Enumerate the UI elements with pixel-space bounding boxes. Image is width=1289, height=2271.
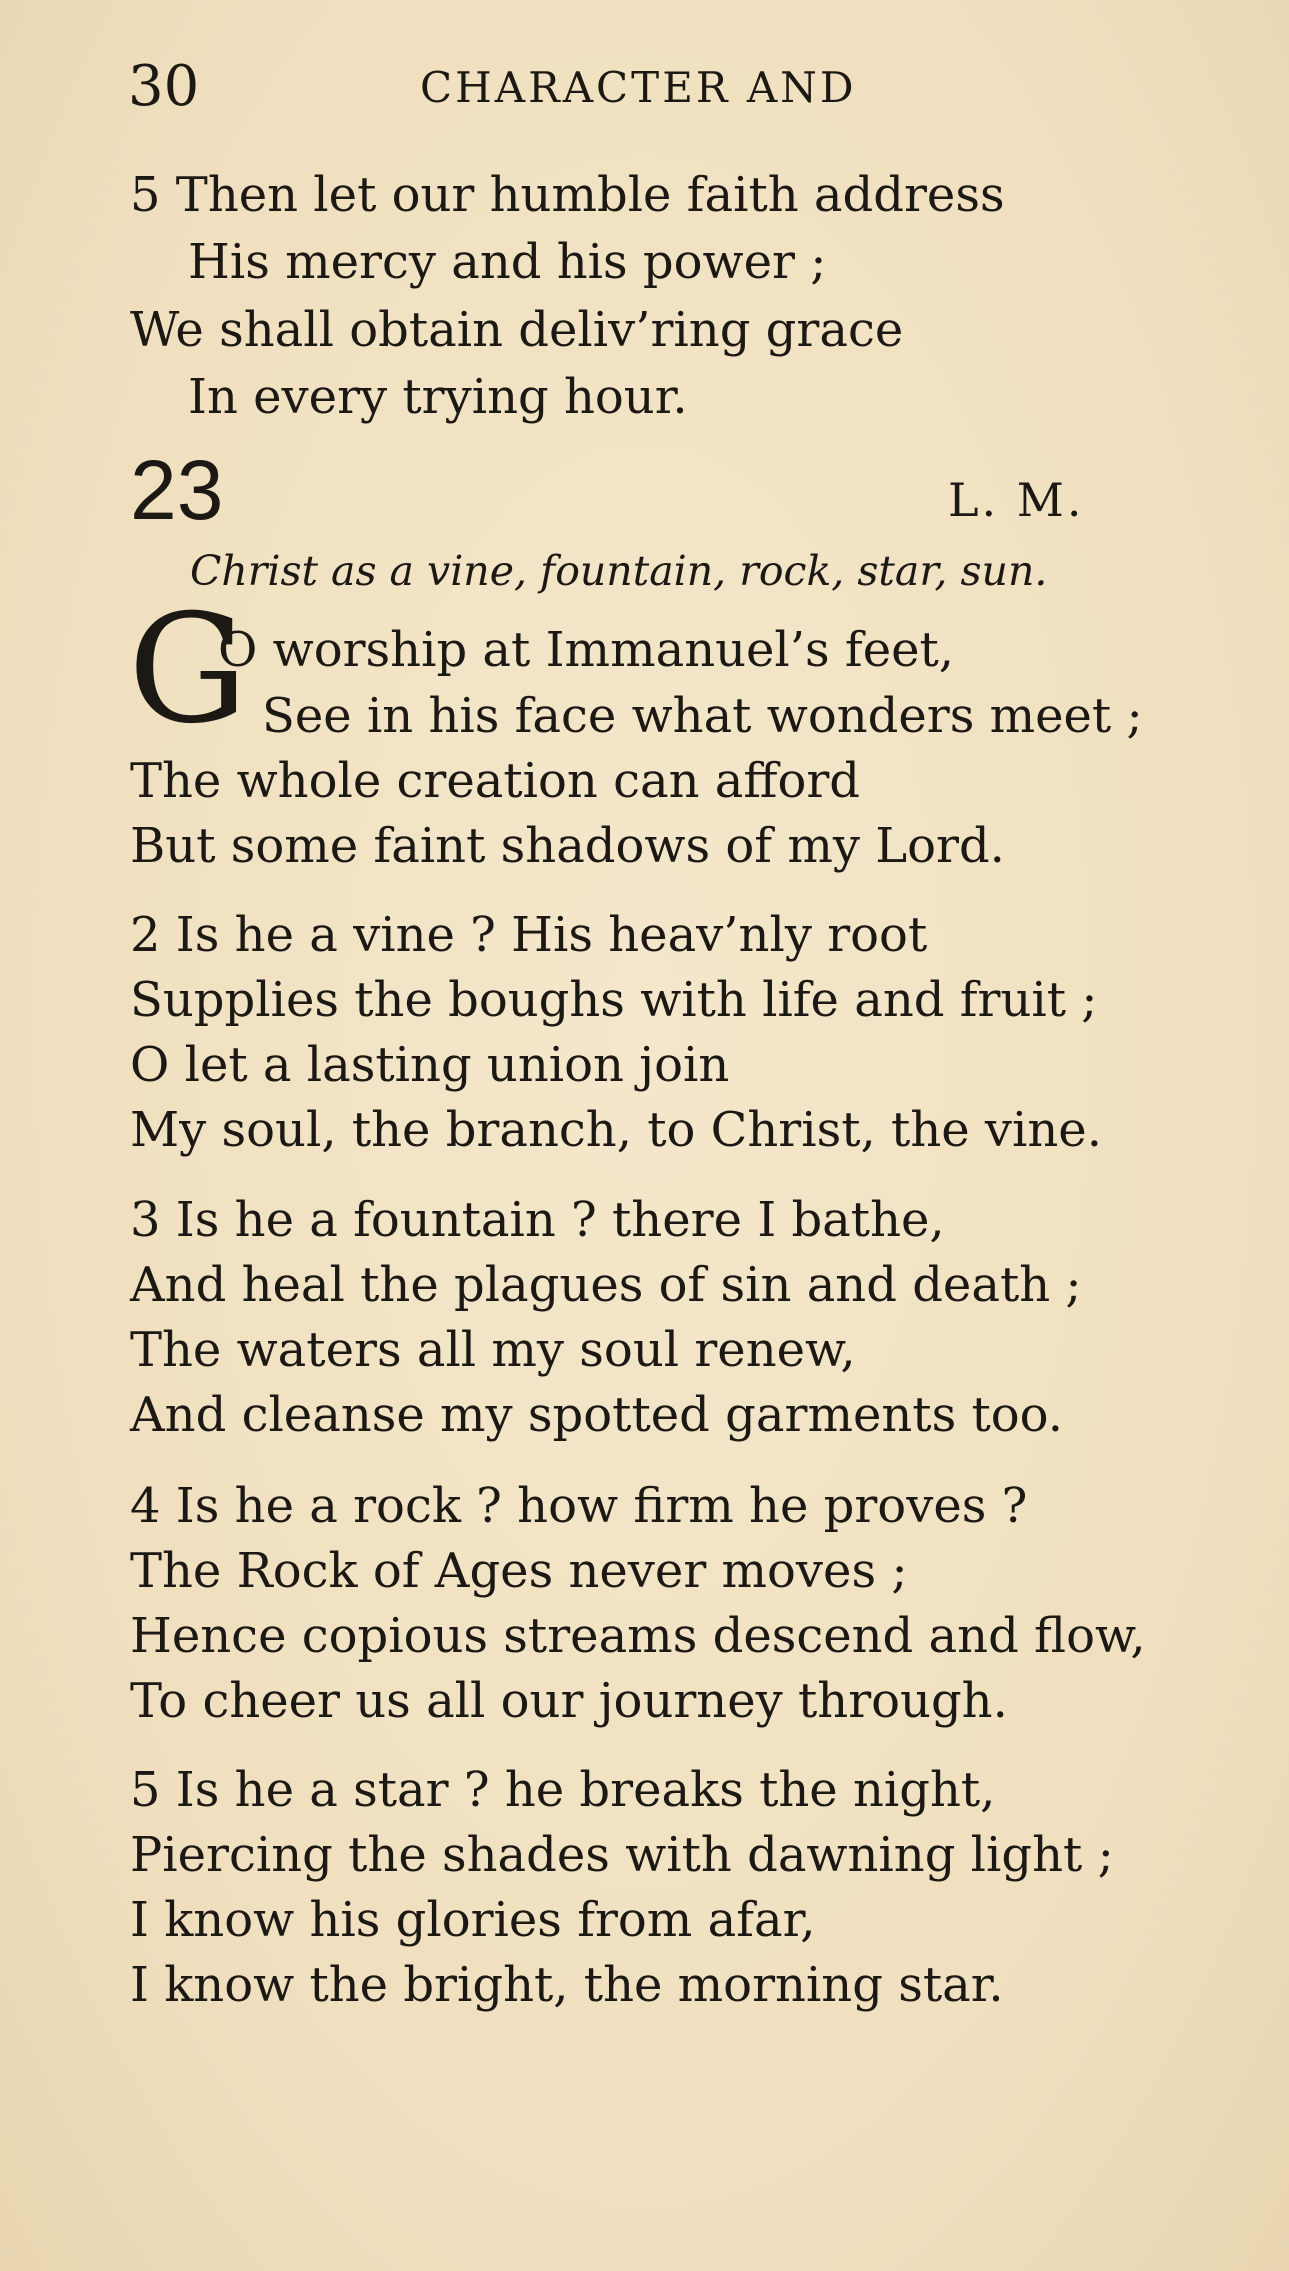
verse-line: 5 Is he a star ? he breaks the night,	[130, 1762, 996, 1818]
verse-line: 3 Is he a fountain ? there I bathe,	[130, 1192, 945, 1248]
verse-line: Hence copious streams descend and flow,	[130, 1608, 1146, 1664]
verse-line: O let a lasting union join	[130, 1037, 730, 1093]
verse-line: To cheer us all our journey through.	[130, 1673, 1008, 1729]
verse-line: Piercing the shades with dawning light ;	[130, 1827, 1114, 1883]
running-head: CHARACTER AND	[420, 63, 857, 112]
page-number: 30	[128, 54, 200, 119]
verse-line: 2 Is he a vine ? His heav’nly root	[130, 907, 928, 963]
verse-line: The Rock of Ages never moves ;	[130, 1543, 908, 1599]
drop-cap: G	[128, 583, 248, 757]
verse-line: 4 Is he a rock ? how firm he proves ?	[130, 1478, 1028, 1534]
verse-line: The whole creation can afford	[130, 753, 861, 809]
verse-line: I know the bright, the morning star.	[130, 1957, 1004, 2013]
hymn-number: 23	[130, 443, 224, 537]
verse-line: O worship at Immanuel’s feet,	[218, 622, 955, 678]
verse-line: In every trying hour.	[188, 369, 688, 425]
verse-line: See in his face what wonders meet ;	[262, 688, 1143, 744]
verse-line: And cleanse my spotted garments too.	[130, 1387, 1063, 1443]
verse-line: My soul, the branch, to Christ, the vine.	[130, 1102, 1102, 1158]
verse-line: His mercy and his power ;	[188, 234, 827, 290]
verse-line: But some faint shadows of my Lord.	[130, 818, 1005, 874]
hymn-meter: L. M.	[948, 473, 1085, 527]
verse-line: And heal the plagues of sin and death ;	[130, 1257, 1082, 1313]
verse-line: Supplies the boughs with life and fruit ;	[130, 972, 1098, 1028]
verse-line: I know his glories from afar,	[130, 1892, 816, 1948]
hymn-subtitle: Christ as a vine, fountain, rock, star, sun.	[190, 547, 1048, 595]
verse-line: We shall obtain deliv’ring grace	[130, 302, 904, 358]
page-header	[128, 52, 1178, 122]
verse-line: The waters all my soul renew,	[130, 1322, 856, 1378]
verse-line: 5 Then let our humble faith address	[130, 167, 1005, 223]
